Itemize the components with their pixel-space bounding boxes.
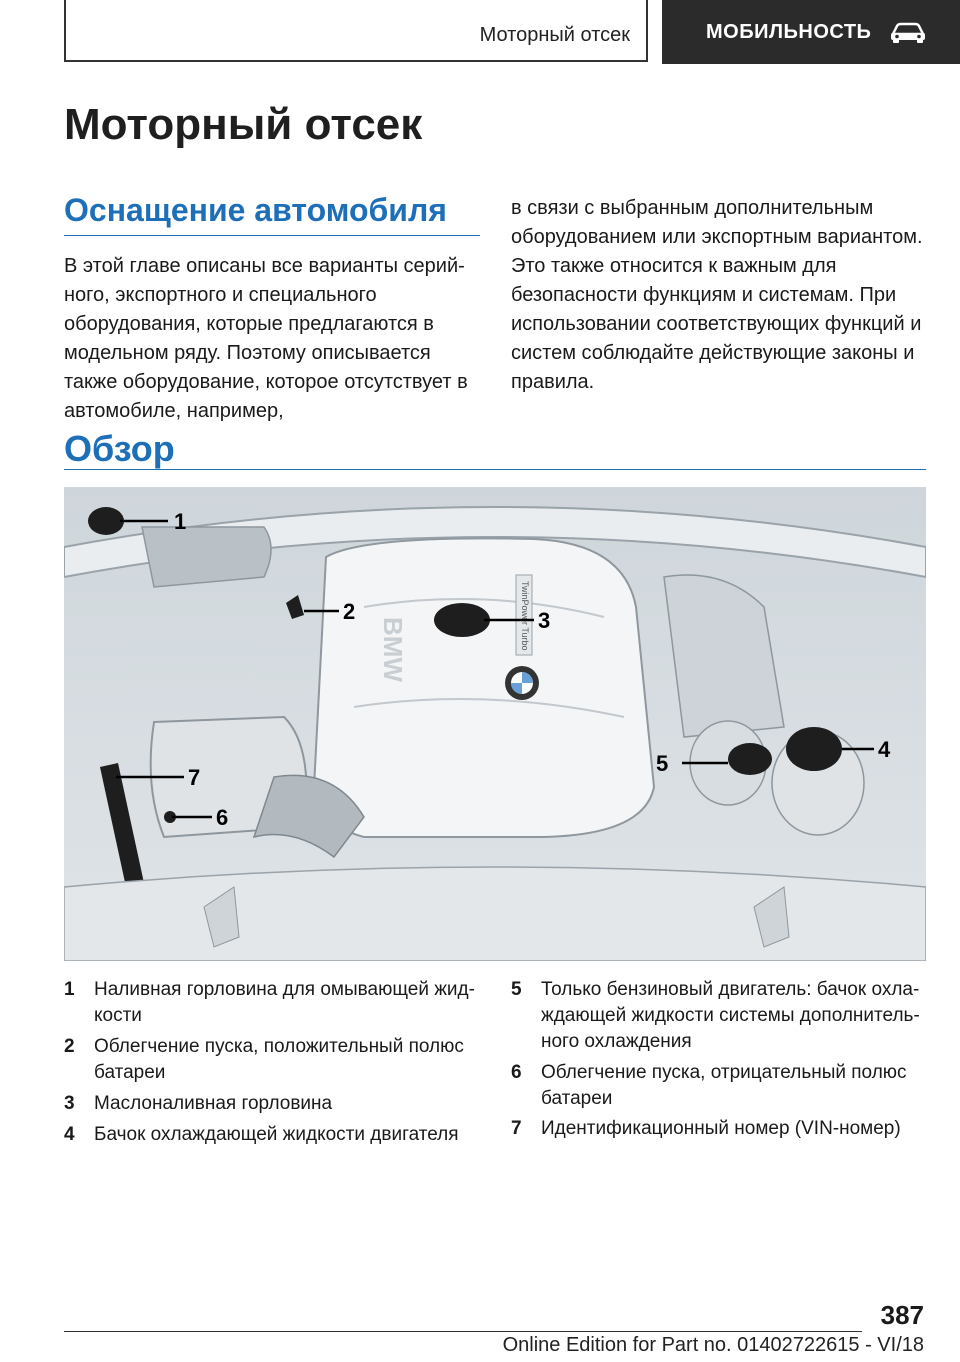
legend-item-4 xyxy=(64,1122,484,1148)
section-divider xyxy=(64,469,926,470)
callout-1: 1 xyxy=(174,509,187,534)
footer-edition: Online Edition for Part no. 01402722615 - VI/18 xyxy=(502,1334,924,1356)
legend-number: 6 xyxy=(511,1062,522,1083)
callout-6: 6 xyxy=(216,805,229,830)
callout-3: 3 xyxy=(538,608,551,633)
callout-2: 2 xyxy=(343,599,356,624)
header-section-title: Моторный отсек xyxy=(479,24,630,46)
legend-text: Маслоналивная горловина xyxy=(94,1093,333,1114)
legend-item-2 xyxy=(64,1034,484,1086)
header-chapter-label: МОБИЛЬНОСТЬ xyxy=(706,20,872,43)
paragraph-col1: В этой главе описаны все варианты серийного, экспортного и специального оборудования, которые предлагаются в модельном ряду. Поэтому описывается также оборудование, которое отсутствует в автомобиле, например, xyxy=(64,255,468,422)
section-divider xyxy=(64,235,480,236)
legend-item-5 xyxy=(511,977,931,1055)
legend-text: Наливная горловина для омывающей жидкости xyxy=(94,979,475,1026)
legend-number: 1 xyxy=(64,979,75,1000)
legend-text: Облегчение пуска, отрицательный полюс батареи xyxy=(541,1062,907,1109)
paragraph-col2: в связи с выбранным дополнительным оборудованием или экспортным вариантом. Это также относится к важным для безопасности функциям и системам. При использовании соответствующих функций и систем соблюдайте действующие законы и правила. xyxy=(511,197,923,393)
legend-number: 5 xyxy=(511,979,522,1000)
section-heading-overview: Обзор xyxy=(64,428,175,469)
legend-item-7 xyxy=(511,1116,931,1142)
car-icon xyxy=(889,20,927,44)
legend-number: 7 xyxy=(511,1118,522,1139)
engine-label-text: TwinPower Turbo xyxy=(520,581,530,651)
legend-number: 3 xyxy=(64,1093,75,1114)
page-title: Моторный отсек xyxy=(64,100,423,149)
footer-divider xyxy=(64,1331,862,1332)
legend-text: Только бензиновый двигатель: бачок охлаждающей жидкости системы дополнительного охлаждения xyxy=(541,979,920,1052)
legend-item-3 xyxy=(64,1091,484,1117)
engine-brand-text: BMW xyxy=(378,617,408,682)
callout-4: 4 xyxy=(878,737,891,762)
legend-text: Облегчение пуска, положительный полюс батареи xyxy=(94,1036,464,1083)
header-chapter-tab xyxy=(662,0,960,64)
engine-bay-illustration xyxy=(64,487,926,961)
legend-item-6 xyxy=(511,1060,931,1112)
legend-text: Бачок охлаждающей жидкости двигателя xyxy=(94,1124,459,1145)
page-number: 387 xyxy=(880,1300,924,1330)
legend-number: 2 xyxy=(64,1036,75,1057)
callout-7: 7 xyxy=(188,765,201,790)
callout-5: 5 xyxy=(656,751,669,776)
section-heading-equipment: Оснащение автомобиля xyxy=(64,192,447,228)
legend-text: Идентификационный номер (VIN-номер) xyxy=(541,1118,901,1139)
legend-number: 4 xyxy=(64,1124,75,1145)
legend-item-1 xyxy=(64,977,484,1029)
